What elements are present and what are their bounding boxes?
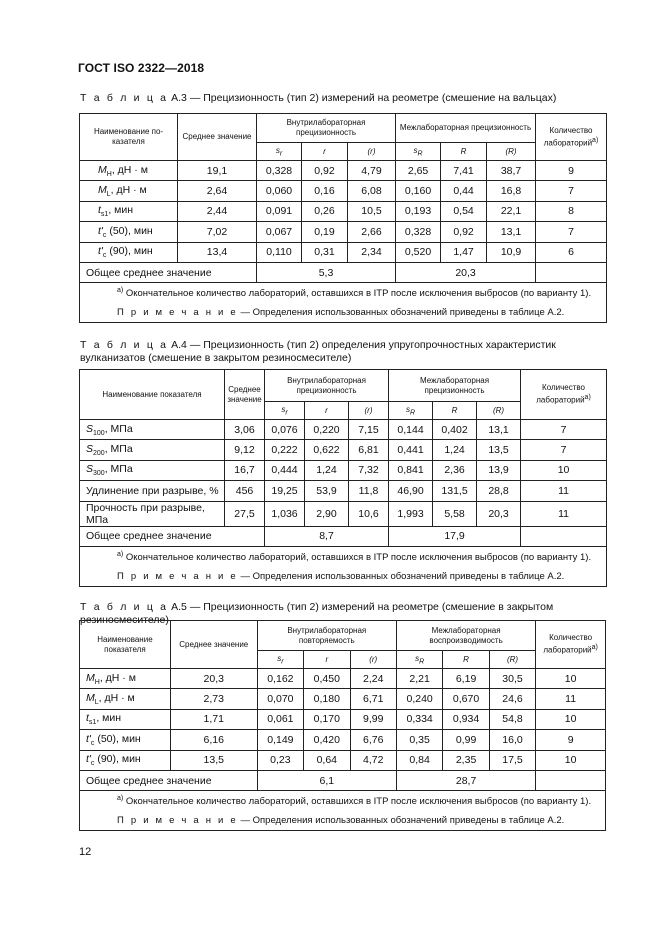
table-row bbox=[80, 161, 607, 181]
table-cell: 20,3 bbox=[477, 501, 521, 526]
col-header-mean: Среднее значение bbox=[178, 114, 257, 161]
table-cell: 1,24 bbox=[305, 460, 349, 480]
caption-text: А.4 — Прецизионность (тип 2) определения упругопрочностных характеристик вулканизатов (смешение в закрытом резиносмесителе) bbox=[80, 339, 556, 364]
table-cell: 6,71 bbox=[350, 689, 396, 709]
overall-mean-within: 8,7 bbox=[265, 526, 389, 546]
table-cell: 0,841 bbox=[389, 460, 433, 480]
row-name: $M_L$, дН · м bbox=[80, 689, 171, 709]
table-cell: 2,65 bbox=[396, 161, 441, 181]
table-row bbox=[80, 201, 607, 221]
table-cell: 0,92 bbox=[302, 161, 348, 181]
table-cell: 46,90 bbox=[389, 481, 433, 501]
table-cell: 7,41 bbox=[441, 161, 487, 181]
table-cell: 0,441 bbox=[389, 440, 433, 460]
table-cell: 0,16 bbox=[302, 181, 348, 201]
table-cell: 0,060 bbox=[257, 181, 302, 201]
table-a3-caption bbox=[80, 92, 600, 105]
caption-prefix: Т а б л и ц а bbox=[80, 601, 169, 613]
sub-header-r: r bbox=[304, 651, 350, 669]
table-cell: 0,934 bbox=[443, 709, 489, 729]
table-cell: 13,4 bbox=[178, 242, 257, 262]
table-cell: 0,180 bbox=[304, 689, 350, 709]
sub-header-R: R bbox=[433, 402, 477, 420]
overall-mean-label: Общее среднее значение bbox=[80, 770, 258, 790]
table-a4 bbox=[79, 369, 607, 587]
table-cell: 2,90 bbox=[305, 501, 349, 526]
table-cell: 10 bbox=[536, 709, 606, 729]
col-header-within: Внутрилабораторная прецизионность bbox=[257, 114, 396, 143]
overall-mean-between: 28,7 bbox=[396, 770, 535, 790]
sub-header-r: r bbox=[302, 143, 348, 161]
table-cell: 0,31 bbox=[302, 242, 348, 262]
row-name: $S_{200}$, МПа bbox=[80, 440, 225, 460]
overall-mean-label: Общее среднее значение bbox=[80, 526, 265, 546]
row-name: $S_{100}$, МПа bbox=[80, 420, 225, 440]
table-cell: 6,08 bbox=[348, 181, 396, 201]
table-cell: 16,0 bbox=[489, 730, 535, 750]
table-cell: 0,328 bbox=[396, 222, 441, 242]
table-cell: 5,58 bbox=[433, 501, 477, 526]
table-cell: 0,222 bbox=[265, 440, 305, 460]
row-name: $t'_c$ (50), мин bbox=[80, 730, 171, 750]
table-cell: 20,3 bbox=[170, 669, 257, 689]
table-cell: 11 bbox=[521, 501, 607, 526]
row-name: Удлинение при разрыве, % bbox=[80, 481, 225, 501]
table-cell: 1,036 bbox=[265, 501, 305, 526]
table-cell: 0,220 bbox=[305, 420, 349, 440]
sub-header-rr: (r) bbox=[348, 143, 396, 161]
row-name: $t_{s1}$, мин bbox=[80, 201, 178, 221]
overall-mean-within: 6,1 bbox=[257, 770, 396, 790]
sub-header-sr: $s_r$ bbox=[257, 651, 303, 669]
table-row bbox=[80, 420, 607, 440]
table-cell: 0,061 bbox=[257, 709, 303, 729]
table-cell: 54,8 bbox=[489, 709, 535, 729]
table-cell: 4,79 bbox=[348, 161, 396, 181]
table-cell: 2,73 bbox=[170, 689, 257, 709]
footnote-text: $^{а)}$ Окончательное количество лабораторий, оставшихся в ITP после исключения выбросов (по варианту 1). bbox=[80, 791, 606, 811]
row-name: $M_L$, дН · м bbox=[80, 181, 178, 201]
table-cell: 0,99 bbox=[443, 730, 489, 750]
row-name: $S_{300}$, МПа bbox=[80, 460, 225, 480]
table-row bbox=[80, 181, 607, 201]
footnote-row bbox=[80, 283, 607, 303]
table-cell: 13,5 bbox=[170, 750, 257, 770]
table-cell: 10,9 bbox=[487, 242, 536, 262]
overall-mean-between: 20,3 bbox=[396, 262, 536, 282]
col-header-name: Наименование показателя bbox=[80, 621, 171, 669]
table-cell: 0,450 bbox=[304, 669, 350, 689]
table-cell: 1,71 bbox=[170, 709, 257, 729]
table-cell: 8 bbox=[536, 201, 607, 221]
overall-mean-row bbox=[80, 262, 607, 282]
table-cell: 0,520 bbox=[396, 242, 441, 262]
table-cell: 0,076 bbox=[265, 420, 305, 440]
col-header-labs: Количество лабораторий$^{а)}$ bbox=[521, 370, 607, 420]
table-row bbox=[80, 460, 607, 480]
table-cell: 0,92 bbox=[441, 222, 487, 242]
table-cell: 2,34 bbox=[348, 242, 396, 262]
table-cell: 6,76 bbox=[350, 730, 396, 750]
table-cell: 6,81 bbox=[349, 440, 389, 460]
document-header: ГОСТ ISO 2322—2018 bbox=[78, 61, 205, 75]
table-row bbox=[80, 709, 606, 729]
caption-text: А.5 — Прецизионность (тип 2) измерений на реометре (смешение в закрытом резиносмесителе) bbox=[80, 601, 554, 626]
table-cell: 10,5 bbox=[348, 201, 396, 221]
table-row bbox=[80, 440, 607, 460]
table-cell: 13,5 bbox=[477, 440, 521, 460]
table-cell: 38,7 bbox=[487, 161, 536, 181]
table-row bbox=[80, 669, 606, 689]
table-cell: 0,26 bbox=[302, 201, 348, 221]
table-cell: 0,070 bbox=[257, 689, 303, 709]
table-cell: 1,993 bbox=[389, 501, 433, 526]
table-cell: 7,32 bbox=[349, 460, 389, 480]
table-row bbox=[80, 242, 607, 262]
table-cell: 7 bbox=[536, 222, 607, 242]
table-row bbox=[80, 481, 607, 501]
table-cell: 6,16 bbox=[170, 730, 257, 750]
table-row bbox=[80, 750, 606, 770]
col-header-mean: Среднее значение bbox=[225, 370, 265, 420]
sub-header-RR: (R) bbox=[489, 651, 535, 669]
col-header-labs: Количество лабораторий$^{а)}$ bbox=[536, 114, 607, 161]
table-cell: 0,19 bbox=[302, 222, 348, 242]
col-header-name: Наименование показателя bbox=[80, 370, 225, 420]
col-header-between: Межлабораторная воспроизводимость bbox=[396, 621, 535, 651]
table-cell: 17,5 bbox=[489, 750, 535, 770]
table-cell: 0,420 bbox=[304, 730, 350, 750]
overall-mean-row bbox=[80, 770, 606, 790]
sub-header-RR: (R) bbox=[487, 143, 536, 161]
table-a4-caption bbox=[80, 339, 600, 364]
table-cell: 10 bbox=[521, 460, 607, 480]
table-cell: 0,110 bbox=[257, 242, 302, 262]
table-cell: 0,84 bbox=[396, 750, 442, 770]
table-cell: 2,21 bbox=[396, 669, 442, 689]
caption-text: А.3 — Прецизионность (тип 2) измерений на реометре (смешение на вальцах) bbox=[168, 92, 557, 104]
sub-header-sr: $s_r$ bbox=[257, 143, 302, 161]
table-cell: 2,64 bbox=[178, 181, 257, 201]
sub-header-r: r bbox=[305, 402, 349, 420]
table-cell: 0,444 bbox=[265, 460, 305, 480]
note-text: П р и м е ч а н и е — Определения использованных обозначений приведены в таблице А.2. bbox=[80, 566, 607, 586]
col-header-within: Внутрилабораторная повторяемость bbox=[257, 621, 396, 651]
table-cell: 2,35 bbox=[443, 750, 489, 770]
table-cell: 7 bbox=[521, 420, 607, 440]
table-cell: 24,6 bbox=[489, 689, 535, 709]
table-cell: 16,8 bbox=[487, 181, 536, 201]
row-name: $t'_c$ (90), мин bbox=[80, 750, 171, 770]
overall-empty bbox=[536, 262, 607, 282]
footnote-text: $^{а)}$ Окончательное количество лабораторий, оставшихся в ITP после исключения выбросов (по варианту 1). bbox=[80, 283, 607, 303]
table-cell: 0,170 bbox=[304, 709, 350, 729]
table-cell: 1,47 bbox=[441, 242, 487, 262]
table-cell: 27,5 bbox=[225, 501, 265, 526]
overall-empty bbox=[536, 770, 606, 790]
table-row bbox=[80, 501, 607, 526]
table-cell: 0,067 bbox=[257, 222, 302, 242]
table-cell: 10 bbox=[536, 669, 606, 689]
row-name: $t'_c$ (90), мин bbox=[80, 242, 178, 262]
table-cell: 4,72 bbox=[350, 750, 396, 770]
overall-mean-between: 17,9 bbox=[389, 526, 521, 546]
table-row bbox=[80, 689, 606, 709]
table-cell: 0,402 bbox=[433, 420, 477, 440]
row-name: $t_{s1}$, мин bbox=[80, 709, 171, 729]
row-name: $M_H$, дН · м bbox=[80, 161, 178, 181]
table-row bbox=[80, 730, 606, 750]
table-cell: 0,144 bbox=[389, 420, 433, 440]
table-cell: 0,64 bbox=[304, 750, 350, 770]
table-cell: 19,1 bbox=[178, 161, 257, 181]
table-cell: 30,5 bbox=[489, 669, 535, 689]
row-name: $t'_c$ (50), мин bbox=[80, 222, 178, 242]
sub-header-rr: (r) bbox=[349, 402, 389, 420]
table-cell: 0,149 bbox=[257, 730, 303, 750]
footnote-row bbox=[80, 791, 606, 811]
col-header-between: Межлабораторная прецизионность bbox=[389, 370, 521, 402]
table-cell: 0,193 bbox=[396, 201, 441, 221]
table-cell: 2,44 bbox=[178, 201, 257, 221]
note-row bbox=[80, 303, 607, 323]
col-header-name: Наименование по-казателя bbox=[80, 114, 178, 161]
table-cell: 9,12 bbox=[225, 440, 265, 460]
table-cell: 11 bbox=[521, 481, 607, 501]
table-cell: 10 bbox=[536, 750, 606, 770]
footnote-row bbox=[80, 546, 607, 566]
table-cell: 7,15 bbox=[349, 420, 389, 440]
row-name: $M_H$, дН · м bbox=[80, 669, 171, 689]
row-name: Прочность при разрыве, МПа bbox=[80, 501, 225, 526]
table-cell: 7 bbox=[521, 440, 607, 460]
table-cell: 1,24 bbox=[433, 440, 477, 460]
table-cell: 13,1 bbox=[477, 420, 521, 440]
overall-mean-row bbox=[80, 526, 607, 546]
table-cell: 0,160 bbox=[396, 181, 441, 201]
overall-mean-label: Общее среднее значение bbox=[80, 262, 257, 282]
note-text: П р и м е ч а н и е — Определения использованных обозначений приведены в таблице А.2. bbox=[80, 811, 606, 831]
table-cell: 13,9 bbox=[477, 460, 521, 480]
overall-mean-within: 5,3 bbox=[257, 262, 396, 282]
table-cell: 16,7 bbox=[225, 460, 265, 480]
note-row bbox=[80, 566, 607, 586]
table-cell: 7,02 bbox=[178, 222, 257, 242]
table-cell: 9,99 bbox=[350, 709, 396, 729]
col-header-within: Внутрилабораторная прецизионность bbox=[265, 370, 389, 402]
table-cell: 0,670 bbox=[443, 689, 489, 709]
table-cell: 0,328 bbox=[257, 161, 302, 181]
sub-header-sR: $s_R$ bbox=[396, 143, 441, 161]
table-cell: 2,66 bbox=[348, 222, 396, 242]
note-row bbox=[80, 811, 606, 831]
table-cell: 10,6 bbox=[349, 501, 389, 526]
table-cell: 53,9 bbox=[305, 481, 349, 501]
table-row bbox=[80, 222, 607, 242]
sub-header-RR: (R) bbox=[477, 402, 521, 420]
caption-prefix: Т а б л и ц а bbox=[80, 339, 169, 351]
table-cell: 2,36 bbox=[433, 460, 477, 480]
table-cell: 0,622 bbox=[305, 440, 349, 460]
table-cell: 2,24 bbox=[350, 669, 396, 689]
overall-empty bbox=[521, 526, 607, 546]
sub-header-rr: (r) bbox=[350, 651, 396, 669]
col-header-between: Межлабораторная прецизионность bbox=[396, 114, 536, 143]
table-cell: 131,5 bbox=[433, 481, 477, 501]
table-a5 bbox=[79, 620, 606, 831]
sub-header-sR: $s_R$ bbox=[389, 402, 433, 420]
table-a3 bbox=[79, 113, 607, 323]
table-cell: 3,06 bbox=[225, 420, 265, 440]
table-cell: 11,8 bbox=[349, 481, 389, 501]
footnote-text: $^{а)}$ Окончательное количество лабораторий, оставшихся в ITP после исключения выбросов (по варианту 1). bbox=[80, 546, 607, 566]
table-cell: 9 bbox=[536, 730, 606, 750]
table-cell: 0,091 bbox=[257, 201, 302, 221]
table-cell: 22,1 bbox=[487, 201, 536, 221]
table-cell: 13,1 bbox=[487, 222, 536, 242]
table-cell: 19,25 bbox=[265, 481, 305, 501]
table-cell: 11 bbox=[536, 689, 606, 709]
table-cell: 28,8 bbox=[477, 481, 521, 501]
table-cell: 6,19 bbox=[443, 669, 489, 689]
sub-header-sr: $s_r$ bbox=[265, 402, 305, 420]
sub-header-R: R bbox=[441, 143, 487, 161]
table-cell: 0,35 bbox=[396, 730, 442, 750]
table-cell: 0,334 bbox=[396, 709, 442, 729]
caption-prefix: Т а б л и ц а bbox=[80, 92, 169, 104]
table-cell: 9 bbox=[536, 161, 607, 181]
col-header-labs: Количество лабораторий$^{а)}$ bbox=[536, 621, 606, 669]
note-text: П р и м е ч а н и е — Определения использованных обозначений приведены в таблице А.2. bbox=[80, 303, 607, 323]
table-cell: 7 bbox=[536, 181, 607, 201]
table-cell: 456 bbox=[225, 481, 265, 501]
sub-header-R: R bbox=[443, 651, 489, 669]
table-cell: 0,162 bbox=[257, 669, 303, 689]
table-cell: 0,23 bbox=[257, 750, 303, 770]
table-cell: 6 bbox=[536, 242, 607, 262]
col-header-mean: Среднее значение bbox=[170, 621, 257, 669]
page-number: 12 bbox=[79, 846, 92, 858]
sub-header-sR: $s_R$ bbox=[396, 651, 442, 669]
table-cell: 0,240 bbox=[396, 689, 442, 709]
table-cell: 0,54 bbox=[441, 201, 487, 221]
table-cell: 0,44 bbox=[441, 181, 487, 201]
